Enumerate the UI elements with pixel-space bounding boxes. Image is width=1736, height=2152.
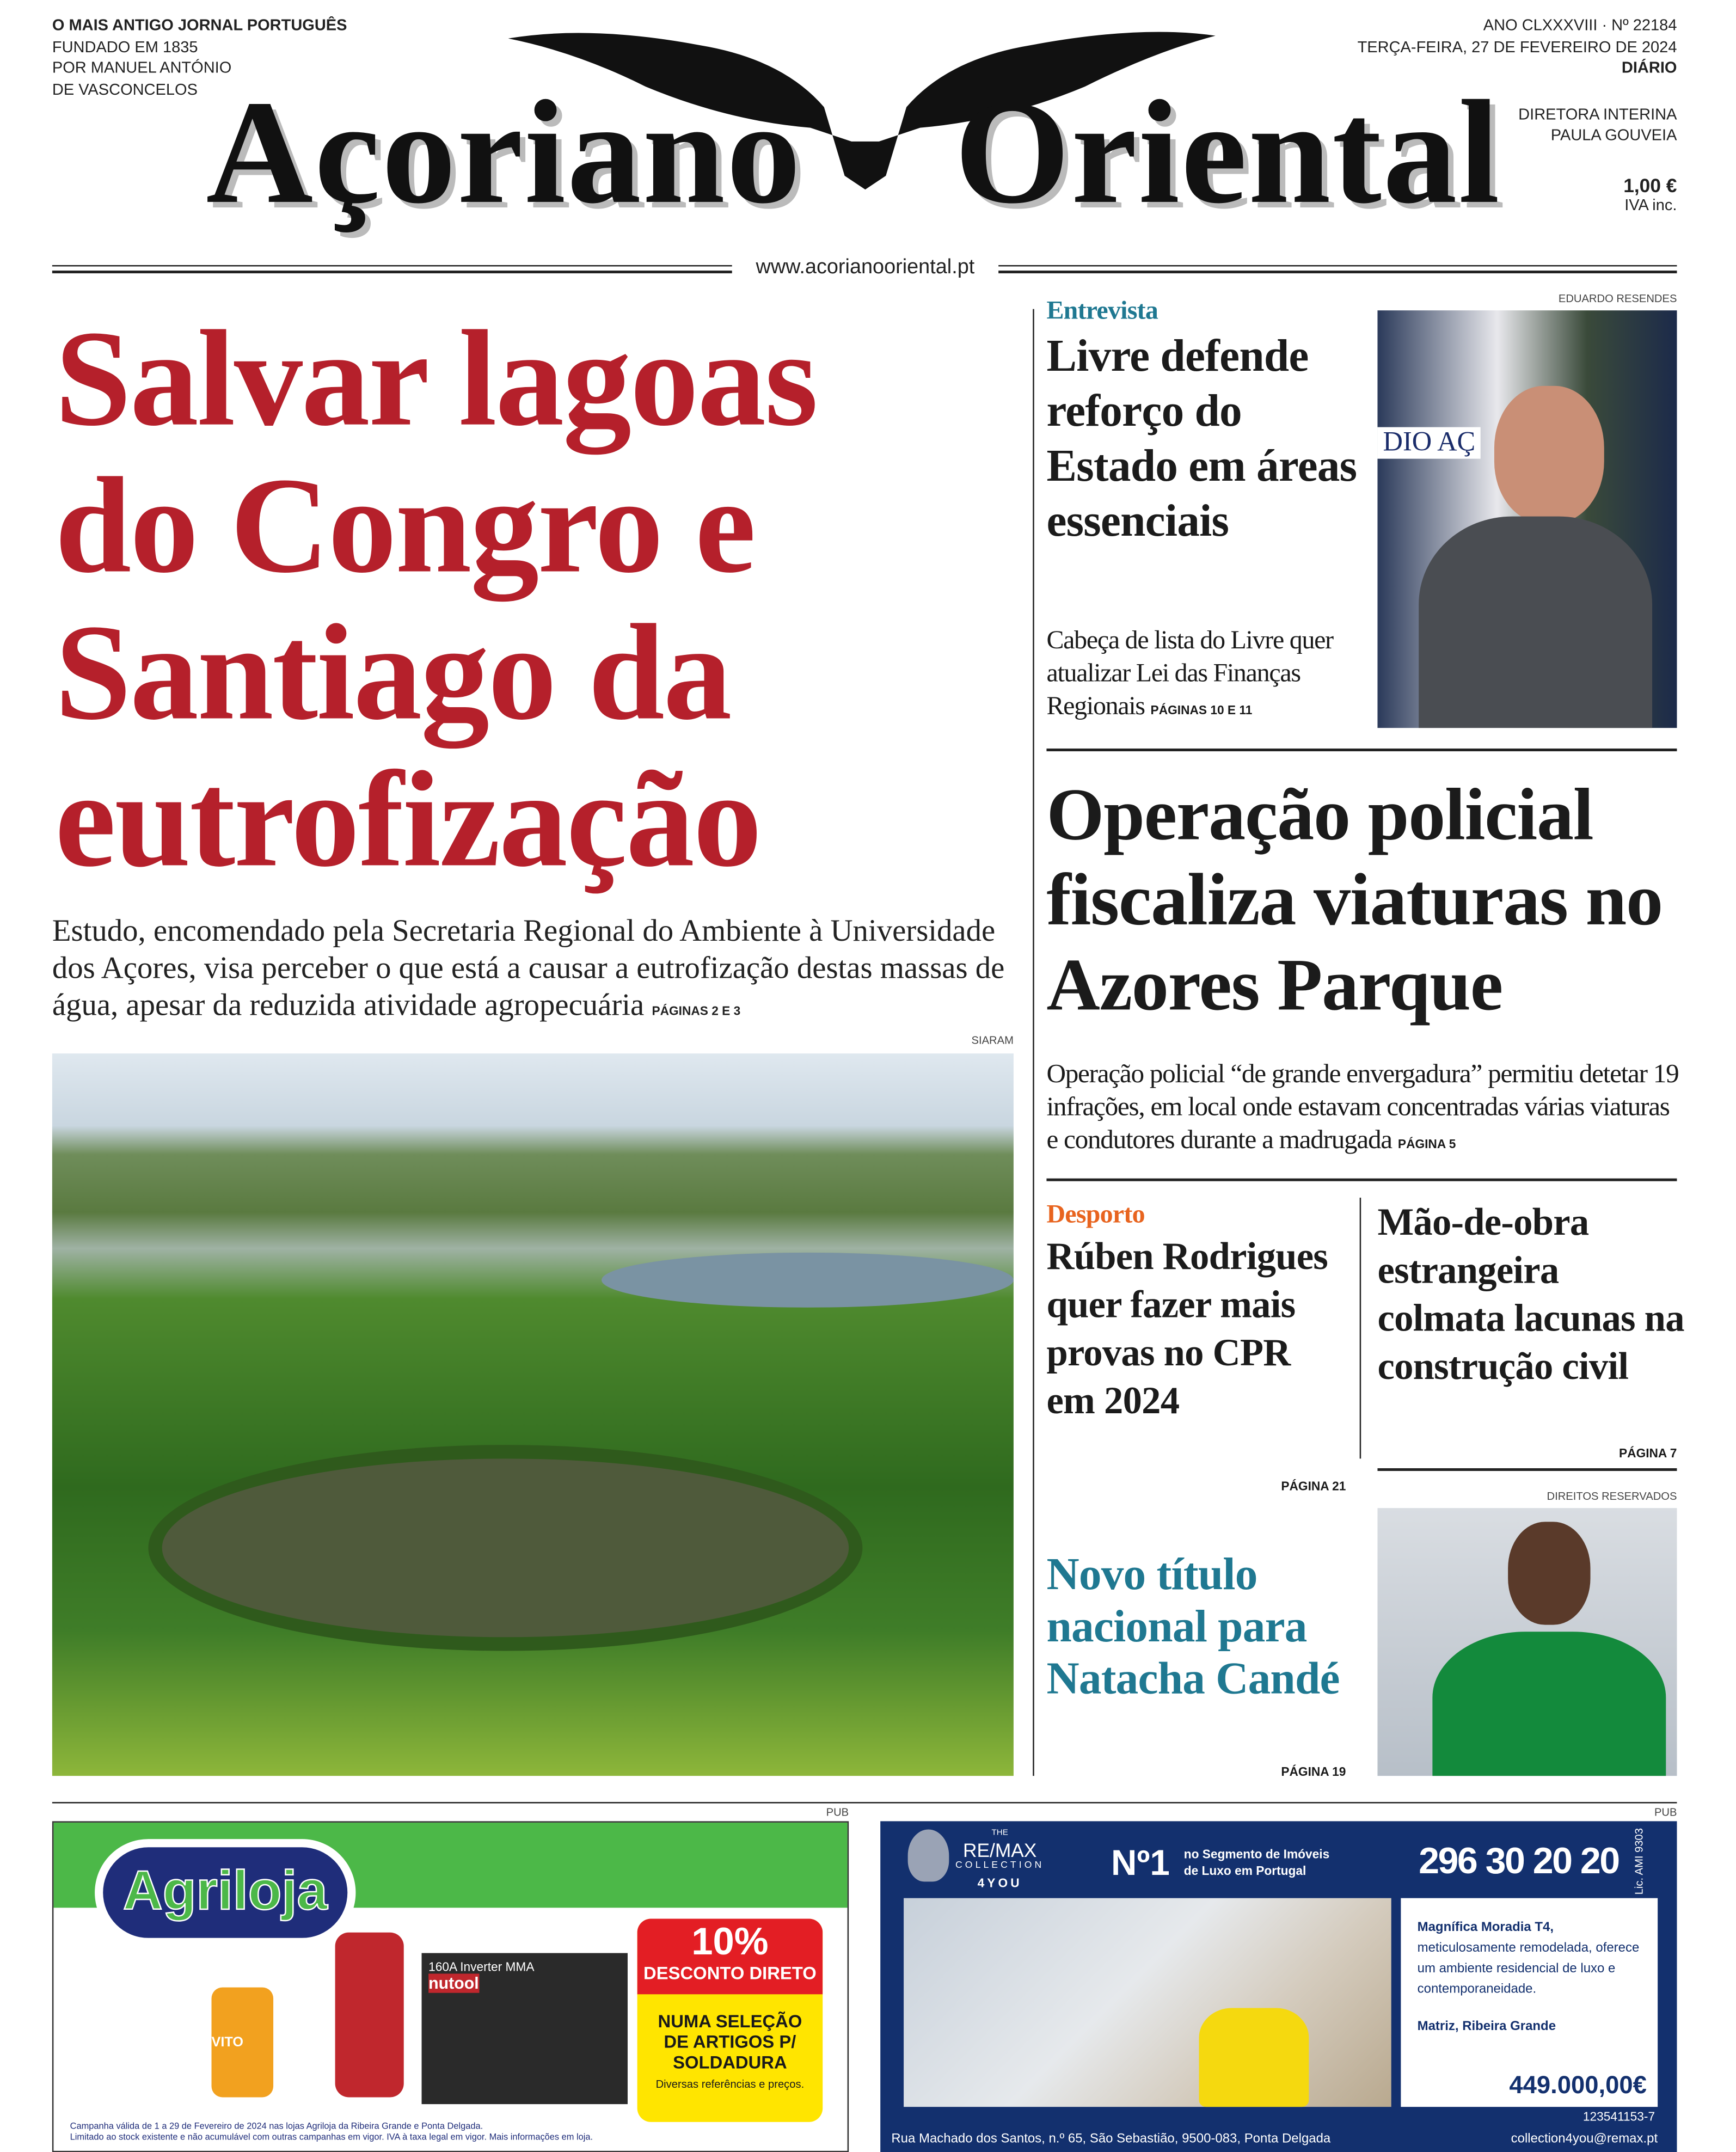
studio-sign: DIO AÇ [1377,427,1481,459]
ref-number: 123541153-7 [1582,2110,1655,2124]
address: Rua Machado dos Santos, n.º 65, São Sebastião, 9500-083, Ponta Delgada [891,2131,1331,2147]
page-ref: PÁGINA 7 [1619,1446,1677,1460]
masthead-title-1: Açoriano [206,71,802,235]
headline-line: eutrofização [54,743,761,896]
yellow-chair [1199,2008,1309,2107]
founder: POR MANUEL ANTÓNIO [52,60,232,77]
site-url-link[interactable]: www.acorianooriental.pt [756,255,975,279]
interview-kicker: Entrevista [1046,296,1158,326]
interview-photo [1377,310,1677,728]
athlete-headline[interactable]: Novo título nacional para Natacha Candé [1046,1550,1340,1705]
interior-photo [904,1898,1391,2107]
issue-date: TERÇA-FEIRA, 27 DE FEVEREIRO DE 2024 [1357,39,1677,56]
headline-line: do Congro e [54,449,755,602]
photo-credit: SIARAM [971,1034,1014,1047]
remax-ad[interactable] [880,1821,1677,2152]
headline-line: Salvar lagoas [54,302,817,455]
rank: Nº1 [1111,1842,1170,1883]
lagoon-photo [52,1053,1014,1776]
masthead-right [1358,16,1677,218]
tagline: O MAIS ANTIGO JORNAL PORTUGUÊS [52,17,347,35]
masthead-title-2: Oriental [954,71,1501,235]
page-ref: PÁGINA 21 [1281,1479,1346,1493]
agriloja-logo: Agriloja [103,1847,347,1938]
license: Lic. AMI 9303 [1633,1828,1646,1895]
welder-box: 160A Inverter MMA nutool [422,1953,628,2105]
athlete-head [1508,1522,1590,1624]
athlete-jacket [1432,1632,1666,1776]
rank-text: no Segmento de Imóveis de Luxo em Portugal [1183,1847,1330,1878]
listing-box: Magnífica Moradia T4, meticulosamente remodelada, oferece um ambiente residencial de luxo e contemporaneidade. Matriz, Ribeira Grande 449.000,00€ [1401,1898,1658,2107]
founder-2: DE VASCONCELOS [52,82,198,99]
issue-number: ANO CLXXXVIII · Nº 22184 [1483,17,1677,35]
glove-product [335,1933,404,2098]
discount-badge: 10% DESCONTO DIRETO NUMA SELEÇÃO DE ARTIGOS P/ SOLDADURA Diversas referências e preços. [637,1918,823,2122]
athlete-photo [1377,1508,1677,1776]
pub-label: PUB [826,1806,849,1819]
photo-credit: EDUARDO RESENDES [1558,292,1677,305]
page-ref: PÁGINA 19 [1281,1764,1346,1779]
labour-headline[interactable]: Mão-de-obra estrangeira colmata lacunas na construção civil [1377,1201,1684,1389]
balloon-logo-icon [908,1830,949,1882]
sport-headline[interactable]: Rúben Rodrigues quer fazer mais provas no CPR em 2024 [1046,1236,1328,1423]
director-label: DIRETORA INTERINA [1518,106,1677,123]
lagoon-water [162,1458,849,1637]
torch-product: VITO [212,1988,274,2098]
interview-dek: Cabeça de lista do Livre quer atualizar Lei das Finanças Regionais PÁGINAS 10 E 11 [1046,626,1333,721]
main-dek: Estudo, encomendado pela Secretaria Regional do Ambiente à Universidade dos Açores, visa perceber o que está a causar a eutrofização destas massas de água, apesar da reduzida atividade agropecuária PÁGINAS 2 E 3 [52,913,1005,1022]
interview-headline[interactable]: Livre defende reforço do Estado em áreas essenciais [1046,332,1357,547]
sport-kicker: Desporto [1046,1200,1145,1229]
remax-logo: THE RE/MAX COLLECTION 4YOU [955,1829,1045,1890]
person-body [1419,517,1652,728]
director-name: PAULA GOUVEIA [1550,127,1677,144]
price: 1,00 € [1623,174,1677,196]
phone-number[interactable]: 296 30 20 20 [1419,1840,1619,1882]
lake-water [602,1253,1014,1308]
police-dek: Operação policial “de grande envergadura” permitiu detetar 19 infrações, em local onde estavam concentradas várias viaturas e condutores durante a madrugada PÁGINA 5 [1046,1060,1679,1155]
headline-line: Santiago da [54,596,731,749]
price-note: IVA inc. [1624,198,1677,214]
agriloja-ad[interactable] [52,1821,849,2152]
fine-print: Campanha válida de 1 a 29 de Fevereiro de 2024 nas lojas Agriloja da Ribeira Grande e Ponta Delgada. Limitado ao stock existente e não acumulável com outras campanhas em vigor. IVA à taxa legal em vigor. Mais informações em loja. [70,2122,593,2143]
police-headline[interactable]: Operação policial fiscaliza viaturas no Azores Parque [1046,773,1663,1026]
main-headline[interactable] [54,302,1016,896]
founded: FUNDADO EM 1835 [52,39,198,56]
person-head [1494,386,1604,523]
email-link[interactable]: collection4you@remax.pt [1511,2131,1658,2147]
pub-label: PUB [1654,1806,1677,1819]
frequency: DIÁRIO [1621,60,1677,77]
photo-credit: DIREITOS RESERVADOS [1547,1490,1677,1503]
page-ref: PÁGINAS 2 E 3 [652,1004,741,1018]
